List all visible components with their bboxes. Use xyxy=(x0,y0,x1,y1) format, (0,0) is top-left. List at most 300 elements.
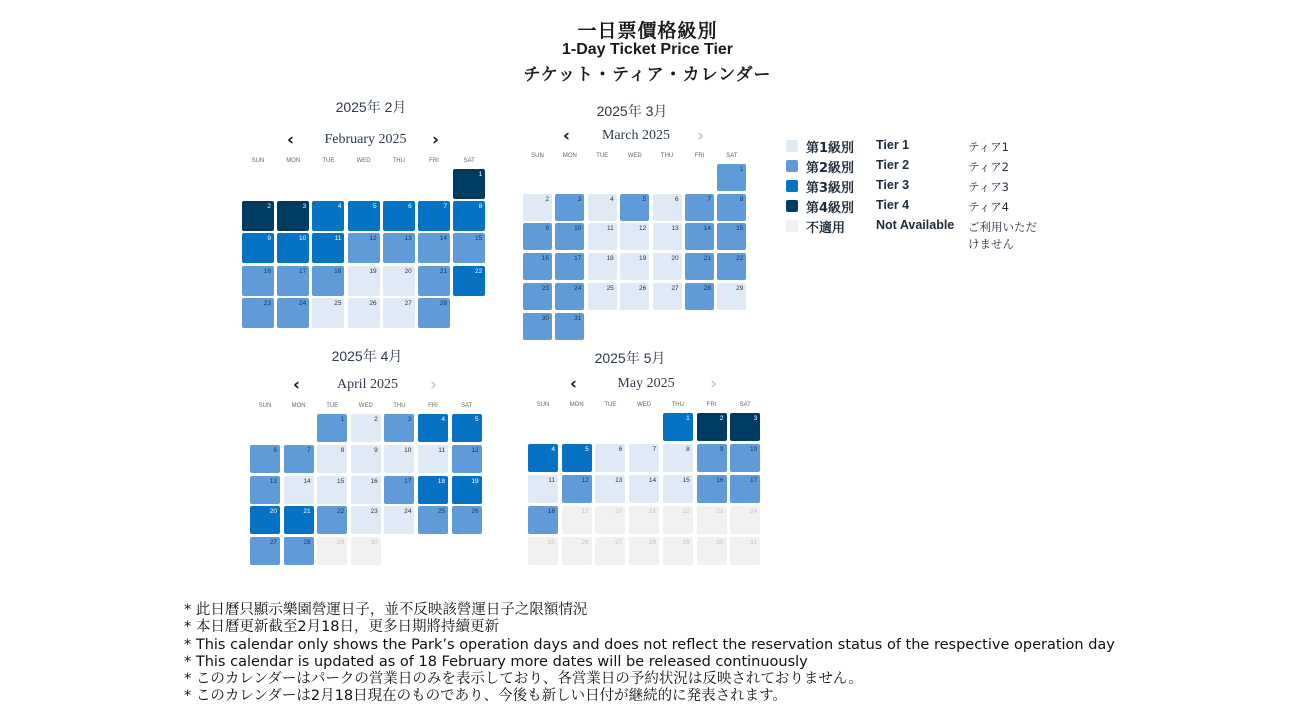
day-number: 27 xyxy=(615,538,623,546)
calendar-day-cell[interactable] xyxy=(418,298,450,328)
notes-block xyxy=(184,602,1284,706)
calendar-day-cell[interactable] xyxy=(453,266,485,296)
calendar-day-cell[interactable] xyxy=(383,201,415,231)
month-nav-title: March 2025 xyxy=(601,128,671,143)
calendar-day-cell[interactable] xyxy=(452,476,482,504)
weekday-header: FRI xyxy=(694,153,705,159)
calendar-day-cell[interactable] xyxy=(730,413,760,441)
page-title-chinese: 一日票價格級別 xyxy=(577,20,718,42)
calendar-day-cell[interactable] xyxy=(351,506,381,534)
calendar-day-cell[interactable] xyxy=(453,169,485,199)
calendar-day-cell[interactable] xyxy=(277,266,309,296)
calendar-day-cell[interactable] xyxy=(452,506,482,534)
calendar-day-cell[interactable] xyxy=(351,445,381,473)
day-number: 1 xyxy=(478,171,483,178)
day-number: 11 xyxy=(438,446,445,454)
legend-label-ja: ティア3 xyxy=(968,180,1009,194)
weekday-header: WED xyxy=(356,158,371,164)
day-number: 3 xyxy=(577,195,582,203)
calendar-day-cell[interactable] xyxy=(277,233,309,263)
day-number: 11 xyxy=(334,235,342,243)
day-number: 6 xyxy=(618,445,623,453)
legend-swatch xyxy=(786,140,798,152)
calendar-day-cell[interactable] xyxy=(452,414,482,442)
legend-row-tier4 xyxy=(786,197,1046,217)
day-number: 25 xyxy=(334,299,342,307)
day-number: 24 xyxy=(404,508,412,516)
month-navigation xyxy=(293,375,442,395)
day-number: 27 xyxy=(404,299,412,307)
note-line: * This calendar only shows the Park’s operation days and does not reflect the reservation status of the respective operation day xyxy=(184,636,1115,653)
calendar-day-cell xyxy=(562,537,592,565)
calendar-day-cell[interactable] xyxy=(277,201,309,231)
calendar-day-cell[interactable] xyxy=(312,233,344,263)
calendar-day-cell[interactable] xyxy=(697,444,727,472)
chevron-left-icon[interactable]: ‹ xyxy=(570,374,578,394)
calendar-day-cell[interactable] xyxy=(523,223,552,250)
weekday-header: SUN xyxy=(536,402,550,408)
legend-label-en: Tier 2 xyxy=(876,158,910,172)
month-heading: 2025年 2月 xyxy=(335,99,407,115)
calendar-day-cell[interactable] xyxy=(418,201,450,231)
day-number: 20 xyxy=(615,507,623,515)
day-number: 5 xyxy=(474,416,479,423)
calendar-day-cell[interactable] xyxy=(242,298,274,328)
page-title-english: 1-Day Ticket Price Tier xyxy=(561,41,734,58)
chevron-left-icon[interactable]: ‹ xyxy=(563,126,571,146)
calendar-day-cell[interactable] xyxy=(242,266,274,296)
day-number: 3 xyxy=(407,416,412,423)
day-number: 7 xyxy=(443,203,447,211)
day-number: 4 xyxy=(610,195,614,203)
calendar-day-cell[interactable] xyxy=(653,223,682,250)
month-nav-title: May 2025 xyxy=(617,376,675,391)
calendar-day-cell[interactable] xyxy=(384,445,414,473)
day-number: 12 xyxy=(369,235,377,243)
calendar-day-cell[interactable] xyxy=(588,194,617,221)
calendar-day-cell[interactable] xyxy=(284,537,314,565)
day-number: 24 xyxy=(574,284,582,292)
calendar-day-cell[interactable] xyxy=(250,476,280,504)
month-navigation xyxy=(287,130,444,150)
calendar-day-cell[interactable] xyxy=(697,475,727,503)
day-number: 16 xyxy=(541,255,549,263)
weekday-header: WED xyxy=(637,402,652,408)
day-number: 23 xyxy=(716,507,724,515)
calendar-day-cell xyxy=(351,537,381,565)
calendar-day-cell[interactable] xyxy=(317,414,347,442)
day-number: 9 xyxy=(267,235,271,243)
calendar-day-cell[interactable] xyxy=(588,283,617,310)
month-heading: 2025年 5月 xyxy=(594,350,666,366)
day-number: 29 xyxy=(736,284,744,292)
day-number: 25 xyxy=(437,508,445,516)
calendar-day-cell[interactable] xyxy=(453,233,485,263)
day-number: 2 xyxy=(719,415,724,422)
day-number: 16 xyxy=(263,267,271,275)
day-number: 8 xyxy=(478,203,483,211)
calendar-day-cell[interactable] xyxy=(685,223,714,250)
weekday-header: MON xyxy=(291,403,306,409)
day-number: 21 xyxy=(703,255,711,263)
legend-swatch xyxy=(786,220,798,232)
calendar-day-cell[interactable] xyxy=(555,194,584,221)
day-number: 15 xyxy=(682,476,690,484)
calendar-day-cell[interactable] xyxy=(312,298,344,328)
day-number: 12 xyxy=(471,446,479,454)
day-number: 18 xyxy=(606,255,614,263)
weekday-header: MON xyxy=(562,153,577,159)
day-number: 19 xyxy=(369,267,377,275)
weekday-header: WED xyxy=(627,153,642,159)
day-number: 22 xyxy=(682,507,690,515)
calendar-day-cell[interactable] xyxy=(620,283,649,310)
calendar-day-cell[interactable] xyxy=(351,414,381,442)
day-number: 31 xyxy=(574,314,582,322)
calendar-day-cell[interactable] xyxy=(418,476,448,504)
day-number: 19 xyxy=(581,507,589,515)
calendar-day-cell[interactable] xyxy=(348,201,380,231)
calendar-day-cell[interactable] xyxy=(717,164,746,191)
calendar-day-cell[interactable] xyxy=(663,444,693,472)
calendar-day-cell[interactable] xyxy=(348,298,380,328)
day-number: 21 xyxy=(648,507,657,515)
calendar-day-cell[interactable] xyxy=(284,445,314,473)
calendar-day-cell[interactable] xyxy=(717,194,746,221)
day-number: 11 xyxy=(548,476,555,484)
day-number: 23 xyxy=(541,284,549,292)
calendar-day-cell xyxy=(663,506,693,534)
weekday-header: FRI xyxy=(429,158,439,164)
calendar-day-cell[interactable] xyxy=(523,194,552,221)
day-number: 19 xyxy=(638,255,647,263)
calendar-day-cell xyxy=(595,537,625,565)
calendar-day-cell[interactable] xyxy=(653,194,682,221)
calendar-day-cell[interactable] xyxy=(383,266,415,296)
day-number: 4 xyxy=(441,416,445,423)
calendar-day-cell[interactable] xyxy=(528,506,558,534)
day-number: 13 xyxy=(404,235,412,243)
day-number: 13 xyxy=(671,225,679,233)
weekday-header: WED xyxy=(358,403,373,409)
calendar-day-cell xyxy=(697,537,727,565)
calendar-day-cell[interactable] xyxy=(523,253,552,280)
legend-label-ja: ティア1 xyxy=(968,140,1009,154)
calendar-day-cell[interactable] xyxy=(284,476,314,504)
day-number: 8 xyxy=(739,195,744,203)
day-number: 14 xyxy=(439,235,447,243)
weekday-header: SAT xyxy=(726,153,738,159)
calendar-day-cell[interactable] xyxy=(620,253,649,280)
calendar-day-cell[interactable] xyxy=(242,201,274,231)
chevron-left-icon[interactable]: ‹ xyxy=(287,130,295,150)
day-number: 8 xyxy=(340,446,345,454)
legend-label-zh: 第3級別 xyxy=(806,181,855,196)
day-number: 10 xyxy=(574,225,582,233)
day-number: 16 xyxy=(716,476,724,484)
day-number: 24 xyxy=(298,299,307,307)
calendar-day-cell[interactable] xyxy=(384,414,414,442)
calendar-day-cell[interactable] xyxy=(562,444,592,472)
day-number: 5 xyxy=(585,445,589,453)
day-number: 30 xyxy=(716,538,724,546)
calendar-day-cell[interactable] xyxy=(384,506,414,534)
day-number: 28 xyxy=(303,539,311,547)
month-nav-title: April 2025 xyxy=(336,377,399,392)
note-line: * 本日曆更新截至2月18日，更多日期將持續更新 xyxy=(184,619,500,636)
day-number: 31 xyxy=(749,538,758,546)
calendar-day-cell[interactable] xyxy=(312,266,344,296)
weekday-header: MON xyxy=(569,402,584,408)
calendar-day-cell xyxy=(562,506,592,534)
legend-row-tier1 xyxy=(786,137,1046,157)
weekday-header: SAT xyxy=(739,402,751,408)
legend-label-ja: ティア2 xyxy=(968,160,1009,174)
weekday-header: SUN xyxy=(258,403,272,409)
day-number: 22 xyxy=(474,267,483,275)
legend-swatch xyxy=(786,160,798,172)
day-number: 3 xyxy=(753,415,758,422)
day-number: 9 xyxy=(545,225,549,233)
note-line: * このカレンダーは2月18日現在のものであり、今後も新しい日付が継続的に発表されます。 xyxy=(184,688,787,705)
day-number: 20 xyxy=(269,508,277,516)
day-number: 13 xyxy=(615,476,623,484)
legend-label-zh: 第4級別 xyxy=(806,201,855,216)
weekday-header: FRI xyxy=(428,403,438,409)
day-number: 27 xyxy=(671,284,679,292)
day-number: 12 xyxy=(638,225,647,233)
calendar-day-cell[interactable] xyxy=(383,233,415,263)
calendar-day-cell[interactable] xyxy=(717,253,746,280)
calendar-day-cell[interactable] xyxy=(250,537,280,565)
calendar-day-cell[interactable] xyxy=(351,476,381,504)
calendar-day-cell[interactable] xyxy=(620,194,649,221)
weekday-header: TUE xyxy=(322,158,335,164)
calendar-day-cell[interactable] xyxy=(685,253,714,280)
legend-label-ja: ご利用いただけません xyxy=(968,220,1037,251)
calendar-day-cell[interactable] xyxy=(595,444,625,472)
day-number: 22 xyxy=(736,255,744,263)
calendar-day-cell[interactable] xyxy=(629,444,659,472)
calendar-day-cell[interactable] xyxy=(685,283,714,310)
calendar-day-cell[interactable] xyxy=(418,266,450,296)
calendar-day-cell[interactable] xyxy=(284,506,314,534)
chevron-right-icon[interactable]: › xyxy=(697,126,705,146)
day-number: 21 xyxy=(303,508,311,516)
day-number: 22 xyxy=(336,508,345,516)
calendar-day-cell[interactable] xyxy=(555,223,584,250)
legend-swatch xyxy=(786,180,798,192)
calendar-day-cell[interactable] xyxy=(317,445,347,473)
month-nav-title: February 2025 xyxy=(324,132,407,147)
chevron-right-icon[interactable]: › xyxy=(430,375,438,395)
legend-label-en: Tier 3 xyxy=(876,178,910,192)
calendar-day-cell[interactable] xyxy=(528,444,558,472)
weekday-header: SAT xyxy=(463,158,475,164)
calendar-day-cell[interactable] xyxy=(418,414,448,442)
calendar-day-cell[interactable] xyxy=(685,194,714,221)
day-number: 28 xyxy=(648,538,657,546)
day-number: 20 xyxy=(671,255,679,263)
weekday-header: THU xyxy=(392,158,405,164)
chevron-right-icon[interactable]: › xyxy=(710,374,718,394)
calendar-day-cell[interactable] xyxy=(595,475,625,503)
note-line: * This calendar is updated as of 18 February more dates will be released continuously xyxy=(184,653,808,670)
calendar-day-cell[interactable] xyxy=(663,475,693,503)
day-number: 16 xyxy=(370,477,378,485)
page-title-japanese: チケット・ティア・カレンダー xyxy=(523,65,772,85)
legend-label-en: Tier 1 xyxy=(876,138,910,152)
calendar-day-cell[interactable] xyxy=(250,445,280,473)
legend-label-en: Not Available xyxy=(876,218,955,232)
legend-row-not-available xyxy=(786,217,1046,257)
calendar-day-cell[interactable] xyxy=(528,475,558,503)
weekday-header: SAT xyxy=(460,403,473,409)
day-number: 28 xyxy=(439,299,447,307)
day-number: 4 xyxy=(551,445,555,453)
calendar-day-cell[interactable] xyxy=(418,445,448,473)
calendar-day-cell[interactable] xyxy=(555,283,584,310)
day-number: 14 xyxy=(703,225,711,233)
day-number: 26 xyxy=(471,508,479,516)
calendar-day-cell xyxy=(629,537,659,565)
day-number: 18 xyxy=(437,477,445,485)
day-number: 1 xyxy=(340,416,345,423)
calendar-day-cell xyxy=(595,506,625,534)
day-number: 13 xyxy=(269,477,277,485)
day-number: 15 xyxy=(336,477,345,485)
day-number: 25 xyxy=(606,284,614,292)
legend-swatch xyxy=(786,200,798,212)
day-number: 6 xyxy=(674,195,679,203)
weekday-header: THU xyxy=(671,402,684,408)
calendar-day-cell[interactable] xyxy=(523,283,552,310)
day-number: 15 xyxy=(474,235,483,243)
legend-row-tier2 xyxy=(786,157,1046,177)
calendar-day-cell[interactable] xyxy=(242,233,274,263)
day-number: 21 xyxy=(439,267,447,275)
weekday-header: THU xyxy=(660,153,674,159)
legend-row-tier3 xyxy=(786,177,1046,197)
calendar-day-cell xyxy=(730,537,760,565)
calendar-day-cell[interactable] xyxy=(663,413,693,441)
day-number: 24 xyxy=(749,507,758,515)
day-number: 30 xyxy=(370,539,378,547)
day-number: 17 xyxy=(574,255,582,263)
calendar-day-cell xyxy=(730,506,760,534)
weekday-header: FRI xyxy=(706,402,717,408)
calendar-day-cell[interactable] xyxy=(555,313,584,340)
legend-label-zh: 不適用 xyxy=(806,221,846,236)
day-number: 20 xyxy=(404,267,412,275)
day-number: 7 xyxy=(652,445,657,453)
weekday-header: TUE xyxy=(604,402,617,408)
calendar-day-cell[interactable] xyxy=(562,475,592,503)
calendar-day-cell[interactable] xyxy=(717,223,746,250)
calendar-day-cell[interactable] xyxy=(629,475,659,503)
month-navigation xyxy=(570,374,722,394)
month-heading: 2025年 4月 xyxy=(331,348,403,364)
calendar-day-cell[interactable] xyxy=(588,223,617,250)
day-number: 29 xyxy=(336,539,345,547)
calendar-day-cell[interactable] xyxy=(384,476,414,504)
day-number: 2 xyxy=(374,416,378,423)
weekday-header: TUE xyxy=(596,153,609,159)
calendar-day-cell[interactable] xyxy=(555,253,584,280)
calendar-day-cell xyxy=(697,506,727,534)
calendar-day-cell[interactable] xyxy=(452,445,482,473)
calendar-day-cell[interactable] xyxy=(383,298,415,328)
calendar-day-cell[interactable] xyxy=(653,253,682,280)
calendar-day-cell[interactable] xyxy=(730,444,760,472)
calendar-day-cell[interactable] xyxy=(348,266,380,296)
note-line: * 此日曆只顯示樂園營運日子，並不反映該營運日子之限額情況 xyxy=(184,602,588,618)
day-number: 29 xyxy=(682,538,690,546)
day-number: 17 xyxy=(298,267,307,275)
day-number: 4 xyxy=(337,203,342,211)
calendar-day-cell[interactable] xyxy=(250,506,280,534)
legend-label-ja: ティア4 xyxy=(968,200,1009,214)
calendar-day-cell[interactable] xyxy=(418,506,448,534)
day-number: 10 xyxy=(404,446,412,454)
calendar-day-cell[interactable] xyxy=(588,253,617,280)
calendar-day-cell[interactable] xyxy=(348,233,380,263)
day-number: 10 xyxy=(749,445,758,453)
month-heading: 2025年 3月 xyxy=(596,103,668,119)
calendar-day-cell[interactable] xyxy=(697,413,727,441)
day-number: 12 xyxy=(581,476,589,484)
day-number: 1 xyxy=(686,415,690,422)
day-number: 23 xyxy=(263,299,271,307)
day-number: 18 xyxy=(334,267,342,275)
day-number: 9 xyxy=(374,446,378,454)
day-number: 18 xyxy=(547,507,555,515)
day-number: 26 xyxy=(638,284,647,292)
note-line: * このカレンダーはパークの営業日のみを表示しており、各営業日の予約状況は反映されておりません。 xyxy=(184,671,863,688)
day-number: 15 xyxy=(736,225,744,233)
day-number: 26 xyxy=(369,299,377,307)
day-number: 7 xyxy=(707,195,711,203)
calendar-day-cell[interactable] xyxy=(277,298,309,328)
calendar-day-cell[interactable] xyxy=(453,201,485,231)
calendar-day-cell xyxy=(629,506,659,534)
day-number: 25 xyxy=(547,538,555,546)
calendar-day-cell[interactable] xyxy=(418,233,450,263)
calendar-day-cell[interactable] xyxy=(653,283,682,310)
calendar-day-cell[interactable] xyxy=(620,223,649,250)
legend-label-zh: 第2級別 xyxy=(806,161,855,176)
day-number: 26 xyxy=(581,538,589,546)
weekday-header: TUE xyxy=(326,403,339,409)
calendar-day-cell[interactable] xyxy=(312,201,344,231)
day-number: 14 xyxy=(648,476,657,484)
day-number: 11 xyxy=(607,225,614,233)
calendar-day-cell[interactable] xyxy=(317,506,347,534)
chevron-right-icon[interactable]: › xyxy=(432,130,440,150)
calendar-day-cell xyxy=(663,537,693,565)
calendar-day-cell[interactable] xyxy=(317,476,347,504)
day-number: 6 xyxy=(273,446,277,454)
calendar-day-cell[interactable] xyxy=(730,475,760,503)
chevron-left-icon[interactable]: ‹ xyxy=(293,375,301,395)
day-number: 28 xyxy=(703,284,711,292)
day-number: 27 xyxy=(269,539,277,547)
day-number: 30 xyxy=(541,314,549,322)
legend-label-zh: 第1級別 xyxy=(806,141,855,156)
calendar-day-cell[interactable] xyxy=(717,283,746,310)
day-number: 19 xyxy=(471,477,479,485)
calendar-day-cell[interactable] xyxy=(523,313,552,340)
